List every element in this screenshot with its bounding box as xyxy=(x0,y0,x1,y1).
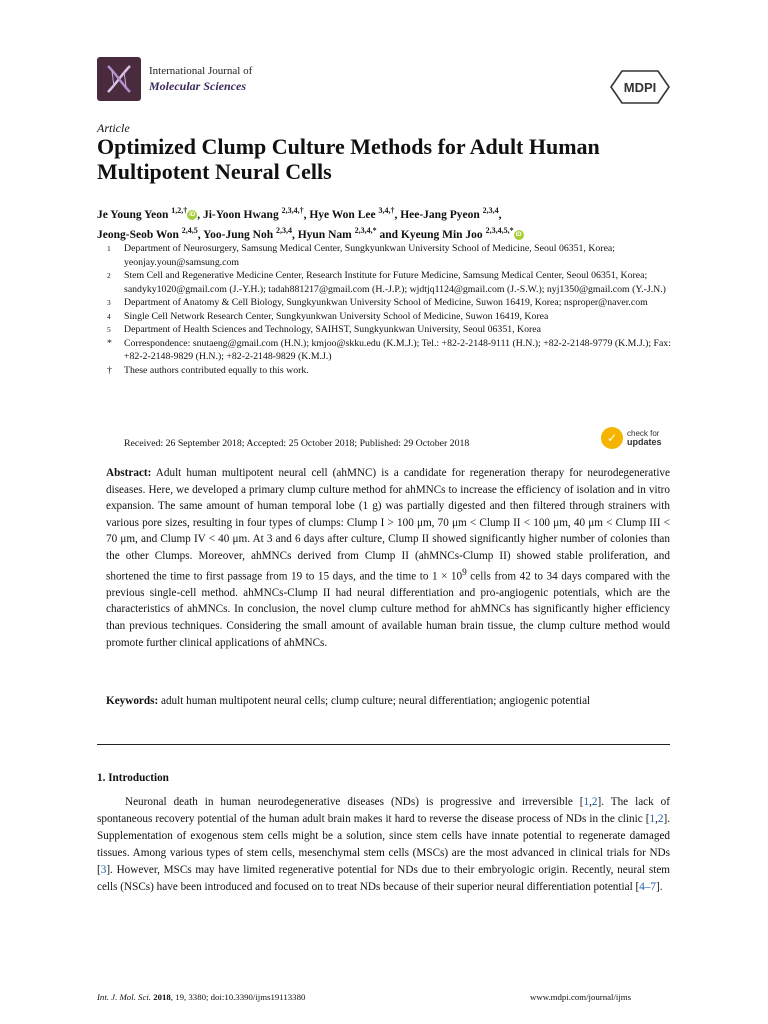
author-separator: , xyxy=(197,228,204,241)
affiliation-mark: * xyxy=(107,337,112,349)
author-separator: and xyxy=(376,228,401,241)
journal-header xyxy=(97,57,252,101)
affiliation-mark: 1 xyxy=(107,244,111,253)
orcid-icon[interactable]: iD xyxy=(189,212,196,219)
footer-journal-abbrev: Int. J. Mol. Sci. xyxy=(97,992,151,1002)
author-affil-marks: 2,3,4 xyxy=(482,206,499,215)
affiliation-text: Department of Anatomy & Cell Biology, Sungkyunkwan University School of Medicine, Suwon 16419, Korea; nsproper@naver.com xyxy=(124,297,648,308)
intro-text: ]. The lack of spontaneous recovery potential of the human adult brain makes it hard to reverse the disease process of NDs in the clinic [ xyxy=(97,796,670,825)
intro-text: Neuronal death in human neurodegenerative diseases (NDs) is progressive and irreversible [ xyxy=(125,796,584,808)
author-list xyxy=(97,203,677,243)
abstract-text: Adult human multipotent neural cell (ahMNC) is a candidate for regeneration therapy for neurodegenerative diseases. Here, we developed a primary clump culture method for ahMNCs to increase the efficiency of isolation and in vitro expansion. The same amount of human temporal lobe (1 g) was partially digested and then filtered through strainers with various pore sizes, resulting in four types of clumps: Clump I > 100 μm, 70 μm < Clump II < 100 μm, 40 μm < Clump III < 70 μm, and Clump IV < 40 μm. At 3 and 6 days after culture, Clump II showed significantly higher number of colonies than the other Clumps. Moreover, ahMNCs derived from Clump II (ahMNCs-Clump II) showed stable proliferation, and shortened the time to first passage from 19 to 15 days, and the time to 1 × 10 xyxy=(106,467,670,583)
citation-link[interactable]: 1 xyxy=(649,813,656,825)
abstract-text-cont: cells from 42 to 34 days compared with the previous single-cell method. ahMNCs-Clump II had neural differentiation and pro-angiogenic potentials, which are the characteristics of ahMNCs. In conclusion, the novel clump culture method for ahMNCs has significantly higher efficiency than previous techniques. Considering the small amount of available human brain tissue, the clump culture method would promote further clinical applications of ahMNCs. xyxy=(106,570,670,649)
affiliation-list xyxy=(97,242,677,377)
mdpi-logo xyxy=(610,70,670,104)
intro-text: ]. xyxy=(656,881,663,893)
footer-doi: , 19, 3380; doi:10.3390/ijms19113380 xyxy=(170,992,306,1002)
journal-name-line1: International Journal of xyxy=(149,65,253,77)
author-name: Hyun Nam xyxy=(297,228,352,241)
author-separator: , xyxy=(197,208,203,221)
keywords-label: Keywords: xyxy=(106,695,159,707)
author-name: Je Young Yeon xyxy=(97,208,169,221)
affiliation-mark: 3 xyxy=(107,298,111,307)
checkmark-icon: ✓ xyxy=(601,427,623,449)
footer-url[interactable]: www.mdpi.com/journal/ijms xyxy=(530,992,632,1002)
dna-logo-icon xyxy=(97,57,141,101)
citation-separator: , xyxy=(655,813,658,825)
affiliation-mark: † xyxy=(107,364,112,376)
article-title: Optimized Clump Culture Methods for Adult Human Multipotent Neural Cells xyxy=(97,134,600,184)
keywords-text: adult human multipotent neural cells; clump culture; neural differentiation; angiogenic potential xyxy=(161,695,591,707)
check-updates-label xyxy=(627,429,662,447)
author-separator: , xyxy=(291,228,298,241)
author-affil-marks: 2,3,4,* xyxy=(354,225,377,235)
affiliation-item xyxy=(97,296,677,310)
check-updates-line2: updates xyxy=(627,437,662,447)
check-updates-line1: check for xyxy=(627,429,660,438)
author-affil-marks: 3,4,† xyxy=(378,206,395,215)
correspondence-text: Correspondence: snutaeng@gmail.com (H.N.); kmjoo@skku.edu (K.M.J.); Tel.: +82-2-2148-9111 (H.N.); +82-2-2148-9779 (K.M.J.); Fax: +82-2-2148-9829 (H.N.); +82-2-2148-9829 (K.M.J.) xyxy=(124,337,671,362)
author-separator: , xyxy=(394,208,401,221)
affiliation-mark: 5 xyxy=(107,325,111,334)
affiliation-text: Stem Cell and Regenerative Medicine Center, Research Institute for Future Medicine, Samsung Medical Center, Seoul 06351, Korea; sandyky1020@gmail.com (J.-Y.H.); tadah881217@gmail.com (H.-J.P.); wjdtjq1124@gmail.com (J.-S.W.); nyj1350@gmail.com (Y.-J.N.) xyxy=(124,270,666,295)
affiliation-item xyxy=(97,323,677,337)
author-separator: , xyxy=(303,208,310,221)
equal-contribution-note xyxy=(97,364,677,378)
author-affil-marks: 2,3,4,5,* xyxy=(485,225,514,235)
citation-link[interactable]: 2 xyxy=(591,796,598,808)
correspondence-item xyxy=(97,337,677,364)
abstract-label: Abstract: xyxy=(106,467,152,479)
affiliation-item xyxy=(97,269,677,296)
author-affil-marks: 1,2,† xyxy=(171,206,188,215)
author-affil-marks: 2,3,4 xyxy=(275,225,292,235)
affiliation-item xyxy=(97,242,677,269)
affiliation-text: Department of Neurosurgery, Samsung Medical Center, Sungkyunkwan University School of Medicine, Seoul 06351, Korea; yeonjay.youn@samsung.com xyxy=(124,243,615,268)
author-name: Kyeung Min Joo xyxy=(400,228,483,241)
citation-link[interactable]: 4–7 xyxy=(639,881,656,893)
intro-text: ]. However, MSCs may have limited regenerative potential for NDs due to their embryologic origin. Recently, neural stem cells (NSCs) have been introduced and focused on to treat NDs because of their superior neural differentiation potential [ xyxy=(97,864,670,893)
abstract xyxy=(106,465,670,651)
section-heading: 1. Introduction xyxy=(97,772,169,784)
author-affil-marks: 2,4,5 xyxy=(181,225,198,235)
author-separator: , xyxy=(498,208,502,221)
citation-link[interactable]: 1 xyxy=(583,796,590,808)
citation-separator: , xyxy=(589,796,592,808)
author-name: Hye Won Lee xyxy=(309,208,376,221)
article-type: Article xyxy=(97,121,130,135)
author-name: Yoo-Jung Noh xyxy=(203,228,274,241)
author-name: Ji-Yoon Hwang xyxy=(202,208,279,221)
intro-text: ]. Supplementation of exogenous stem cells might be a solution, since stem cells have innate potential to regenerate damaged tissues. Among various types of stem cells, mesenchymal stem cells (MSCs) are the most advanced in clinical trials for NDs [ xyxy=(97,813,670,876)
affiliation-text: Single Cell Network Research Center, Sungkyunkwan University School of Medicine, Suwon 16419, Korea xyxy=(124,310,549,322)
journal-name xyxy=(149,64,252,94)
affiliation-mark: 4 xyxy=(107,311,111,321)
check-for-updates-badge[interactable] xyxy=(601,427,662,449)
citation-link[interactable]: 3 xyxy=(100,864,107,876)
journal-name-line2: Molecular Sciences xyxy=(149,79,246,93)
section-divider xyxy=(97,744,670,745)
publisher-name: MDPI xyxy=(623,80,657,95)
orcid-icon[interactable]: iD xyxy=(515,232,522,239)
author-affil-marks: 2,3,4,† xyxy=(281,206,304,215)
citation-link[interactable]: 2 xyxy=(657,813,664,825)
author-name: Hee-Jang Pyeon xyxy=(400,208,480,221)
introduction-paragraph xyxy=(97,794,670,896)
affiliation-text: Department of Health Sciences and Technology, SAIHST, Sungkyunkwan University, Seoul 06351, Korea xyxy=(124,324,541,335)
author-name: Jeong-Seob Won xyxy=(97,228,179,241)
publication-dates: Received: 26 September 2018; Accepted: 25 October 2018; Published: 29 October 2018 xyxy=(124,438,470,449)
abstract-exponent: 9 xyxy=(462,567,467,578)
footer-citation xyxy=(97,992,305,1002)
keywords xyxy=(106,693,670,710)
affiliation-item xyxy=(97,310,677,324)
footer-year: 2018 xyxy=(153,992,171,1002)
affiliation-mark: 2 xyxy=(107,271,111,280)
equal-contribution-text: These authors contributed equally to this work. xyxy=(124,364,309,376)
